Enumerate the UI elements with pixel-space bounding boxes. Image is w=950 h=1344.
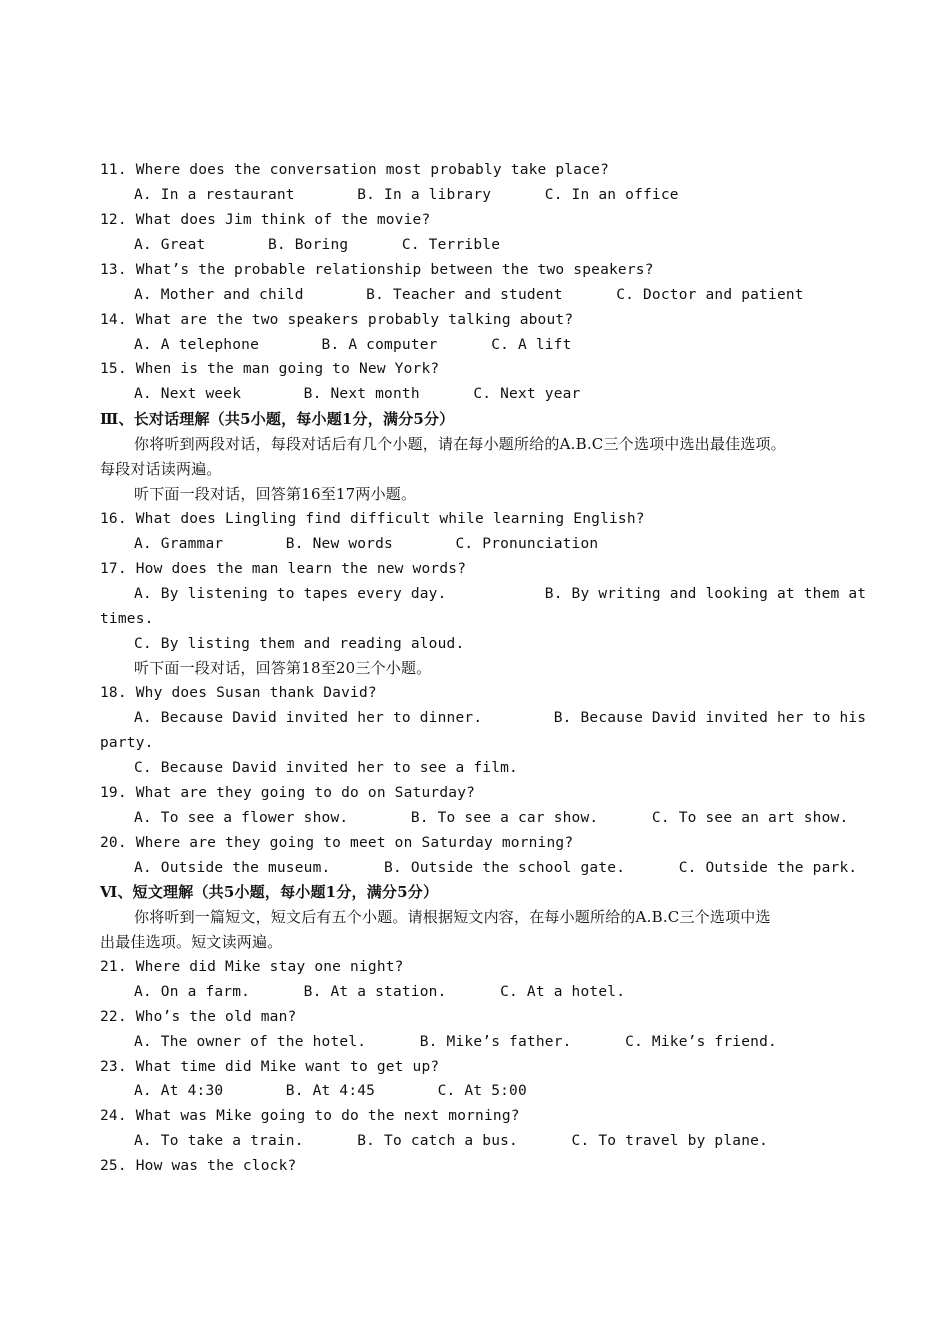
dialogue-1-intro: 听下面一段对话，回答第16至17两小题。 — [134, 485, 417, 503]
options-18-ab-cont: party. — [100, 735, 154, 751]
dialogue-2-intro: 听下面一段对话，回答第18至20三个小题。 — [134, 659, 432, 677]
question-23: 23. What time did Mike want to get up? — [100, 1059, 440, 1075]
question-14: 14. What are the two speakers probably talking about? — [100, 312, 574, 328]
options-15: A. Next week B. Next month C. Next year — [134, 386, 581, 402]
section-4-instructions-cont: 出最佳选项。短文读两遍。 — [100, 933, 283, 951]
options-17-ab: A. By listening to tapes every day. B. By writing and looking at them at — [134, 586, 867, 602]
section-4-instructions: 你将听到一篇短文，短文后有五个小题。请根据短文内容，在每小题所给的A.B.C三个选项中选 — [134, 908, 771, 926]
question-12: 12. What does Jim think of the movie? — [100, 212, 431, 228]
question-25: 25. How was the clock? — [100, 1158, 297, 1174]
question-16: 16. What does Lingling find difficult while learning English? — [100, 511, 645, 527]
section-3-heading: Ⅲ、长对话理解（共5小题，每小题1分，满分5分） — [100, 410, 455, 428]
question-24: 24. What was Mike going to do the next morning? — [100, 1108, 520, 1124]
question-22: 22. Who’s the old man? — [100, 1009, 297, 1025]
question-13: 13. What’s the probable relationship between the two speakers? — [100, 262, 654, 278]
options-21: A. On a farm. B. At a station. C. At a hotel. — [134, 984, 626, 1000]
options-24: A. To take a train. B. To catch a bus. C. To travel by plane. — [134, 1133, 769, 1149]
section-4-heading: Ⅵ、短文理解（共5小题，每小题1分，满分5分） — [100, 883, 439, 901]
section-3-instructions: 你将听到两段对话，每段对话后有几个小题，请在每小题所给的A.B.C三个选项中选出最佳选项。 — [134, 435, 786, 453]
options-22: A. The owner of the hotel. B. Mike’s father. C. Mike’s friend. — [134, 1034, 777, 1050]
options-18-ab: A. Because David invited her to dinner. B. Because David invited her to his — [134, 710, 867, 726]
question-19: 19. What are they going to do on Saturday? — [100, 785, 476, 801]
options-17-c: C. By listing them and reading aloud. — [134, 636, 465, 652]
section-3-instructions-cont: 每段对话读两遍。 — [100, 460, 222, 478]
options-18-c: C. Because David invited her to see a film. — [134, 760, 518, 776]
question-11: 11. Where does the conversation most probably take place? — [100, 162, 609, 178]
options-20: A. Outside the museum. B. Outside the school gate. C. Outside the park. — [134, 860, 858, 876]
options-14: A. A telephone B. A computer C. A lift — [134, 337, 572, 353]
options-13: A. Mother and child B. Teacher and student C. Doctor and patient — [134, 287, 804, 303]
options-19: A. To see a flower show. B. To see a car show. C. To see an art show. — [134, 810, 849, 826]
options-17-ab-cont: times. — [100, 611, 154, 627]
question-15: 15. When is the man going to New York? — [100, 361, 440, 377]
question-20: 20. Where are they going to meet on Saturday morning? — [100, 835, 574, 851]
options-23: A. At 4:30 B. At 4:45 C. At 5:00 — [134, 1083, 527, 1099]
options-12: A. Great B. Boring C. Terrible — [134, 237, 501, 253]
options-16: A. Grammar B. New words C. Pronunciation — [134, 536, 599, 552]
question-21: 21. Where did Mike stay one night? — [100, 959, 404, 975]
question-17: 17. How does the man learn the new words? — [100, 561, 467, 577]
question-18: 18. Why does Susan thank David? — [100, 685, 377, 701]
options-11: A. In a restaurant B. In a library C. In an office — [134, 187, 679, 203]
